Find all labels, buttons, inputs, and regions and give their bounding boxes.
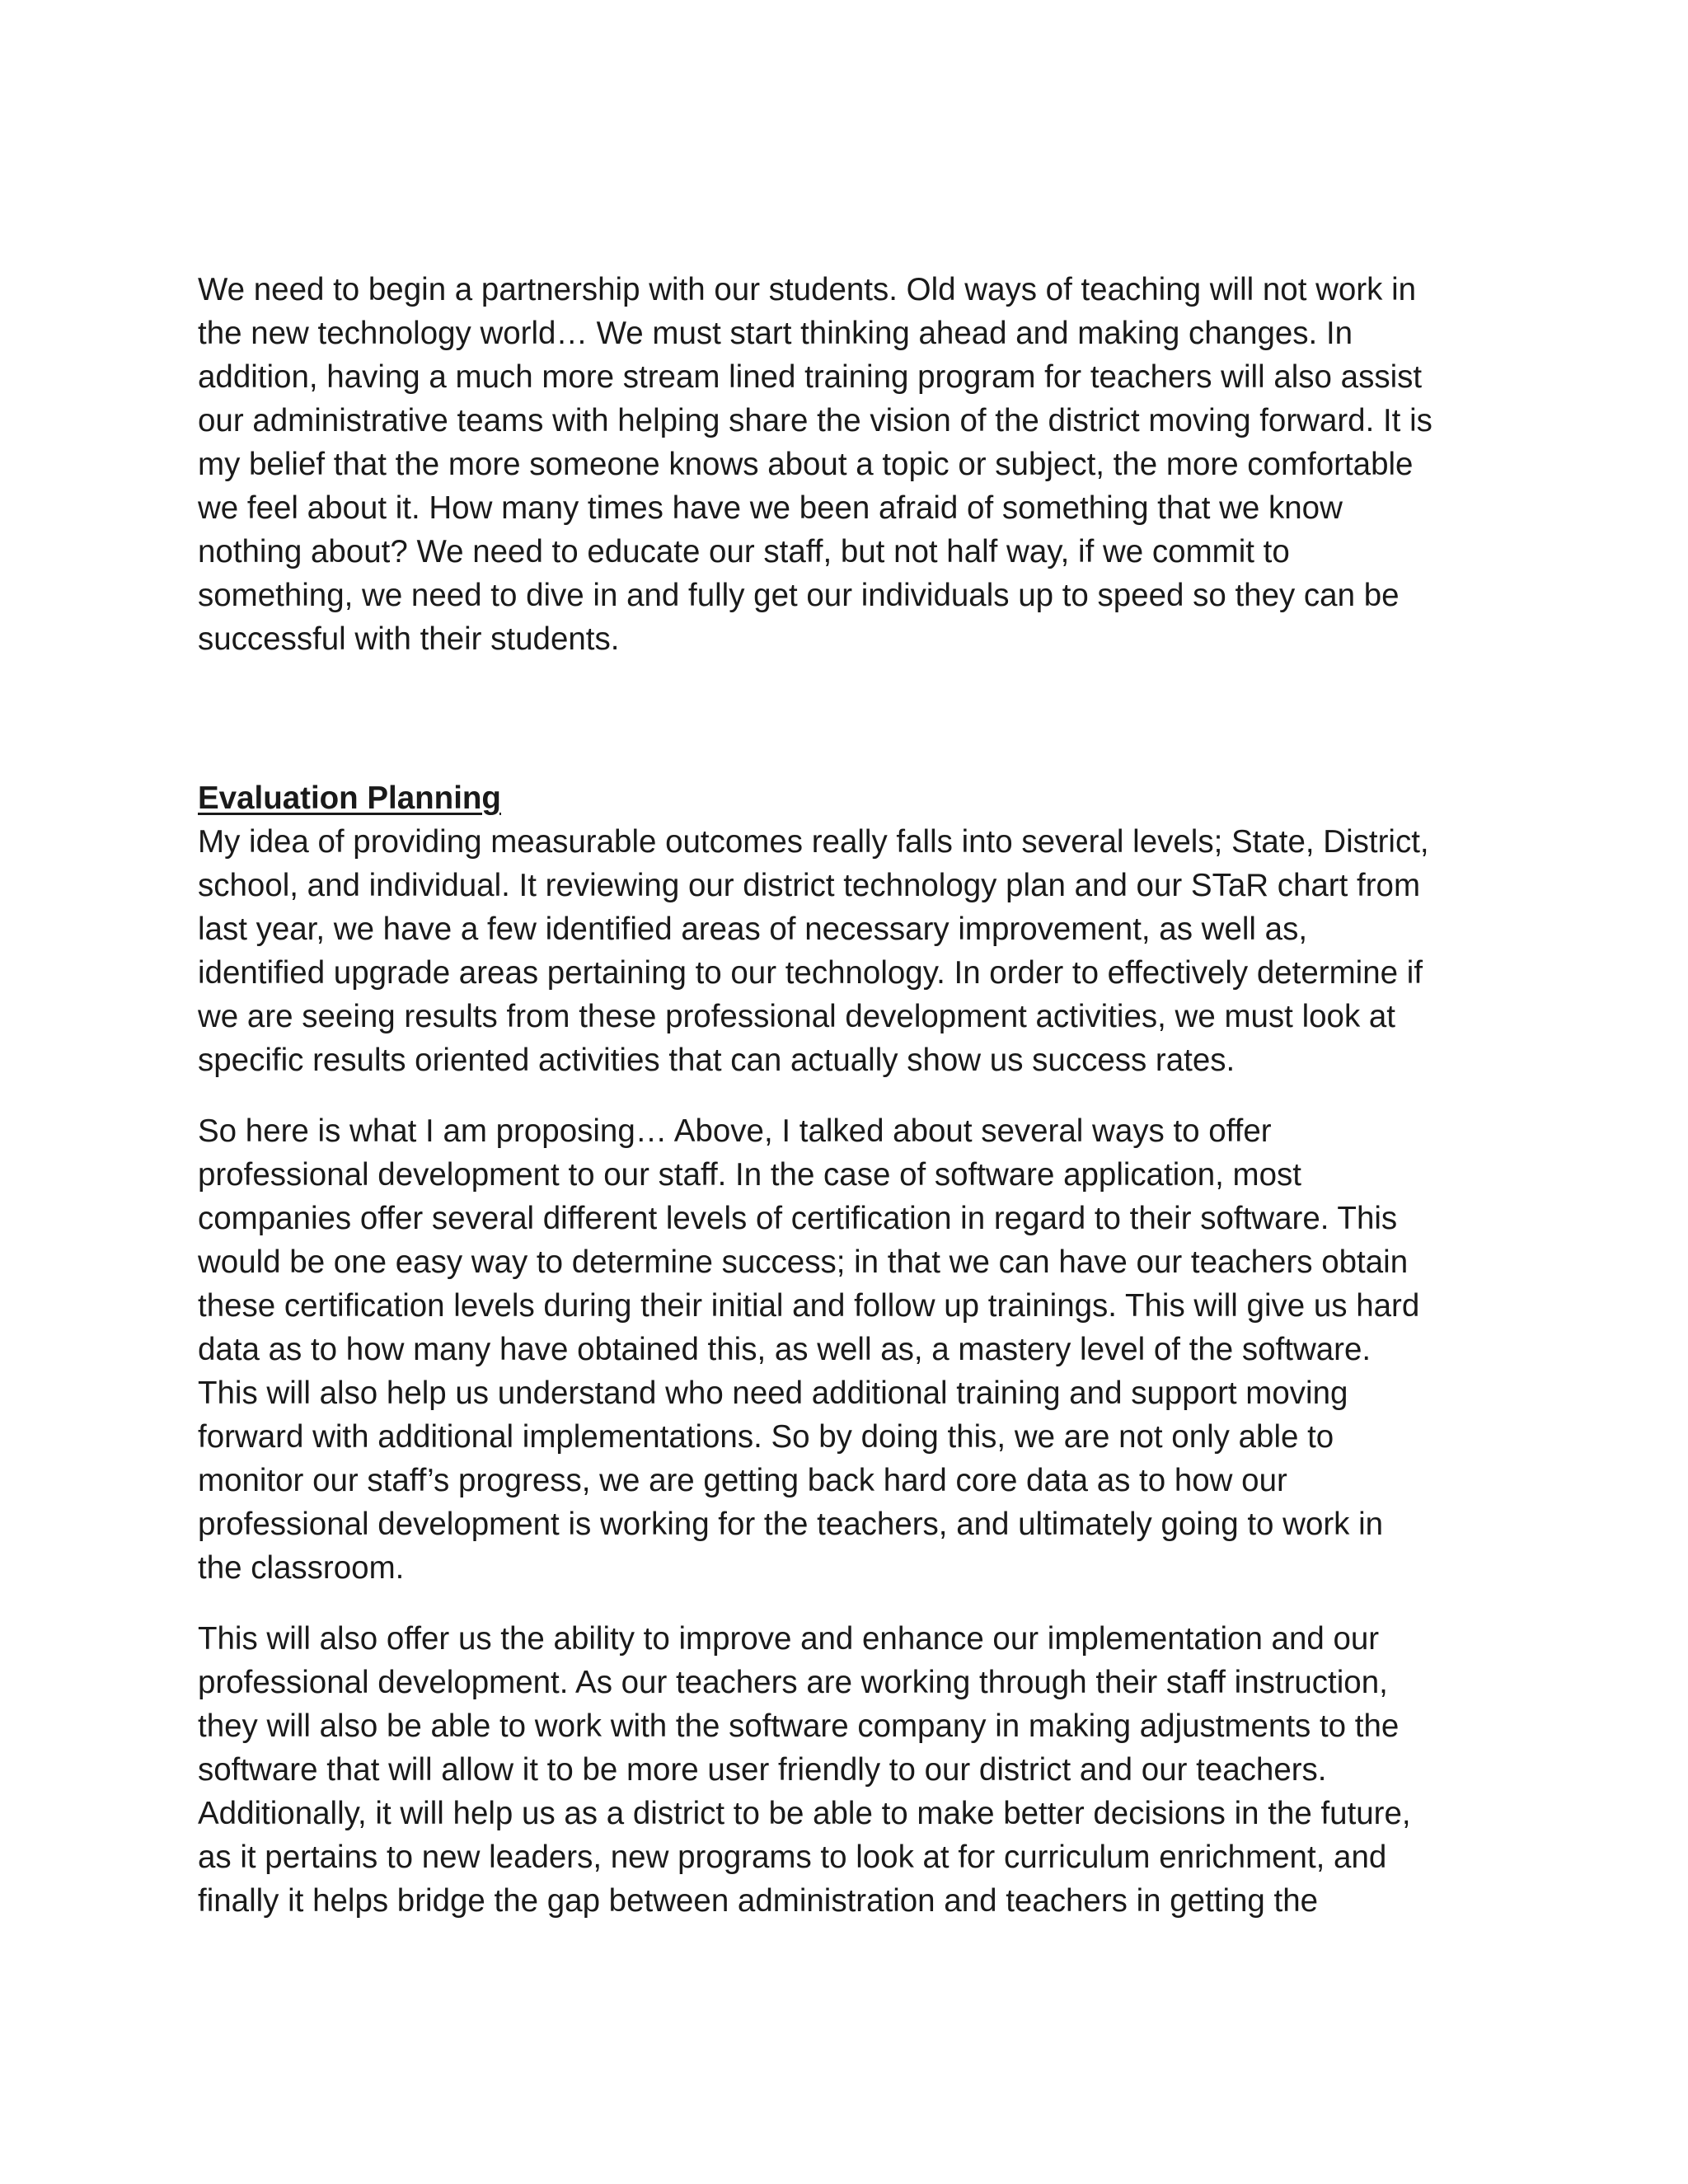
text-line: professional development to our staff. In the case of software application, most — [198, 1157, 1301, 1193]
section-heading: Evaluation Planning — [198, 780, 501, 816]
document-body — [198, 268, 1517, 1950]
text-line: they will also be able to work with the software company in making adjustments to the — [198, 1708, 1400, 1744]
text-line: the new technology world… We must start thinking ahead and making changes. In — [198, 316, 1353, 351]
text-line: finally it helps bridge the gap between administration and teachers in getting the — [198, 1883, 1319, 1919]
paragraph-improvement — [198, 1617, 1517, 1923]
text-line: professional development is working for the teachers, and ultimately going to work in — [198, 1507, 1384, 1542]
text-line: we feel about it. How many times have we been afraid of something that we know — [198, 490, 1343, 526]
text-line: This will also help us understand who need additional training and support moving — [198, 1376, 1348, 1411]
text-line: addition, having a much more stream lined training program for teachers will also assist — [198, 359, 1423, 395]
text-line: companies offer several different levels of certification in regard to their software. This — [198, 1201, 1398, 1236]
text-line: specific results oriented activities that can actually show us success rates. — [198, 1043, 1236, 1078]
intro-paragraph — [198, 268, 1517, 661]
text-line: forward with additional implementations. So by doing this, we are not only able to — [198, 1419, 1334, 1455]
text-line: Additionally, it will help us as a district to be able to make better decisions in the future, — [198, 1796, 1411, 1831]
text-line: software that will allow it to be more user friendly to our district and our teachers. — [198, 1752, 1327, 1788]
text-line: My idea of providing measurable outcomes really falls into several levels; State, District, — [198, 824, 1429, 860]
paragraph-proposal — [198, 1109, 1517, 1590]
text-line: data as to how many have obtained this, as well as, a mastery level of the software. — [198, 1332, 1372, 1367]
text-line: my belief that the more someone knows about a topic or subject, the more comfortable — [198, 447, 1414, 482]
text-line: identified upgrade areas pertaining to our technology. In order to effectively determine if — [198, 955, 1423, 991]
text-line: our administrative teams with helping share the vision of the district moving forward. It is — [198, 403, 1432, 438]
text-line: last year, we have a few identified areas of necessary improvement, as well as, — [198, 912, 1308, 947]
text-line: the classroom. — [198, 1550, 405, 1586]
text-line: monitor our staff’s progress, we are getting back hard core data as to how our — [198, 1463, 1287, 1498]
text-line: as it pertains to new leaders, new programs to look at for curriculum enrichment, and — [198, 1840, 1387, 1875]
text-line: something, we need to dive in and fully get our individuals up to speed so they can be — [198, 578, 1400, 613]
text-line: these certification levels during their initial and follow up trainings. This will give us hard — [198, 1288, 1420, 1324]
text-line: school, and individual. It reviewing our district technology plan and our STaR chart from — [198, 868, 1421, 903]
text-line: professional development. As our teachers are working through their staff instruction, — [198, 1665, 1388, 1700]
text-line: nothing about? We need to educate our staff, but not half way, if we commit to — [198, 534, 1290, 569]
text-line: We need to begin a partnership with our students. Old ways of teaching will not work in — [198, 272, 1417, 307]
text-line: would be one easy way to determine success; in that we can have our teachers obtain — [198, 1244, 1409, 1280]
text-line: we are seeing results from these professional development activities, we must look at — [198, 999, 1395, 1034]
paragraph-measurable-outcomes — [198, 820, 1517, 1082]
text-line: successful with their students. — [198, 621, 620, 657]
text-line: This will also offer us the ability to improve and enhance our implementation and our — [198, 1621, 1380, 1657]
text-line: So here is what I am proposing… Above, I talked about several ways to offer — [198, 1113, 1272, 1149]
